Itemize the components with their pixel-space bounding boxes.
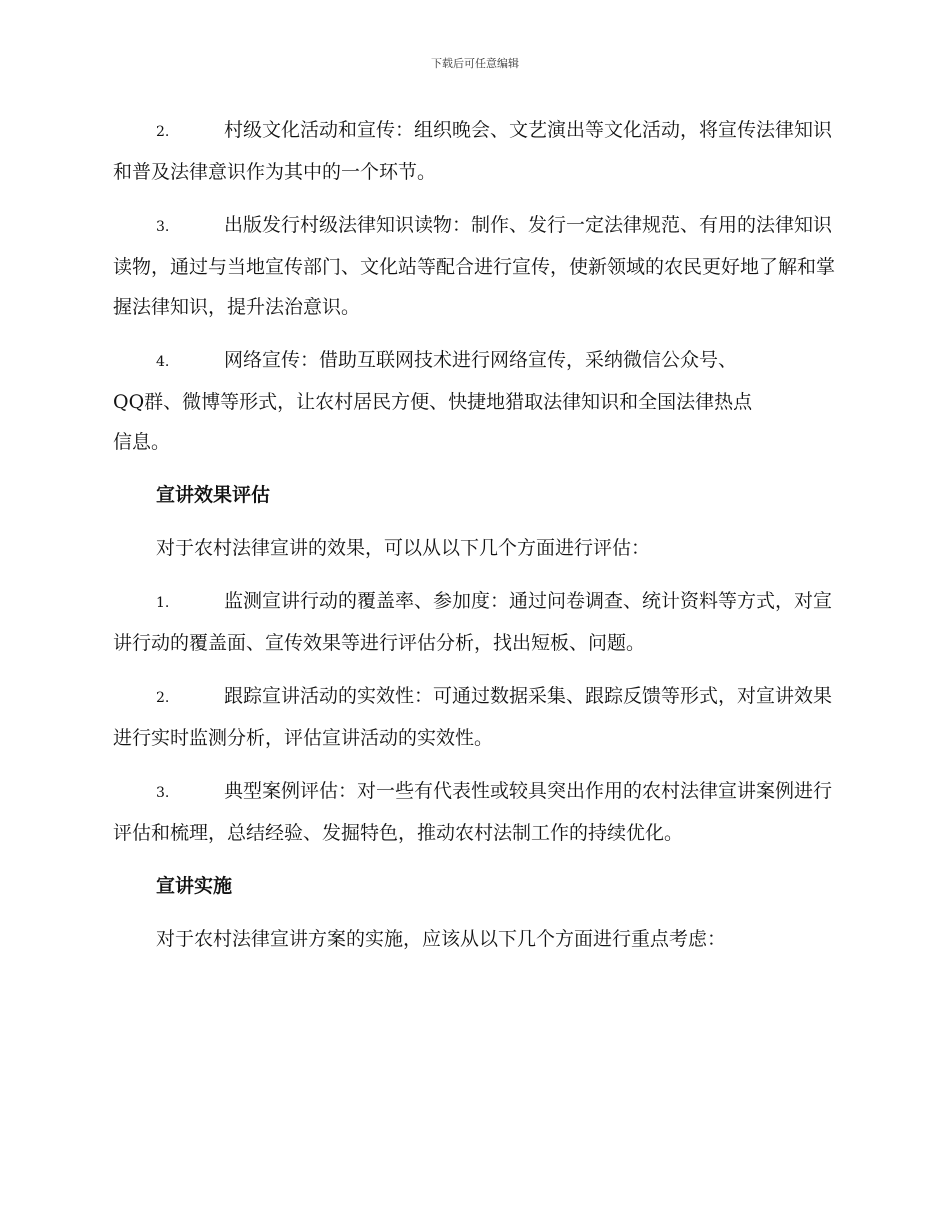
list-text: 村级文化活动和宣传：组织晚会、文艺演出等文化活动，将宣传法律知识和普及法律意识作为其中的一个环节。 [113,119,833,183]
page-header: 下载后可任意编辑 [431,57,519,70]
list-item [113,581,835,663]
list-number: 3. [156,219,170,235]
section-heading-evaluation: 宣讲效果评估 [156,484,271,506]
list-number: 4. [156,354,170,370]
list-text: 出版发行村级法律知识读物：制作、发行一定法律规范、有用的法律知识读物，通过与当地宣传部门、文化站等配合进行宣传，使新领域的农民更好地了解和掌握法律知识，提升法治意识。 [113,214,836,318]
list-number: 3. [156,785,170,801]
list-number: 1. [156,595,170,611]
list-number: 2. [156,124,170,140]
list-item [113,340,835,462]
document-body [113,110,835,972]
list-item [113,676,835,758]
list-text: 监测宣讲行动的覆盖率、参加度：通过问卷调查、统计资料等方式，对宣讲行动的覆盖面、宣传效果等进行评估分析，找出短板、问题。 [113,590,833,654]
section-intro-evaluation: 对于农村法律宣讲的效果，可以从以下几个方面进行评估： [156,537,651,559]
list-item [113,110,835,192]
section-intro-implementation: 对于农村法律宣讲方案的实施，应该从以下几个方面进行重点考虑： [156,928,727,950]
list-number: 2. [156,690,170,706]
list-text: 跟踪宣讲活动的实效性：可通过数据采集、跟踪反馈等形式，对宣讲效果进行实时监测分析，评估宣讲活动的实效性。 [113,685,833,749]
list-text: 典型案例评估：对一些有代表性或较具突出作用的农村法律宣讲案例进行评估和梳理，总结经验、发掘特色，推动农村法制工作的持续优化。 [113,780,833,844]
list-text: 网络宣传：借助互联网技术进行网络宣传，采纳微信公众号、QQ群、微博等形式，让农村居民方便、快捷地猎取法律知识和全国法律热点信息。 [113,349,753,453]
section-heading-implementation: 宣讲实施 [156,875,233,897]
list-item [113,205,835,327]
list-item [113,771,835,853]
